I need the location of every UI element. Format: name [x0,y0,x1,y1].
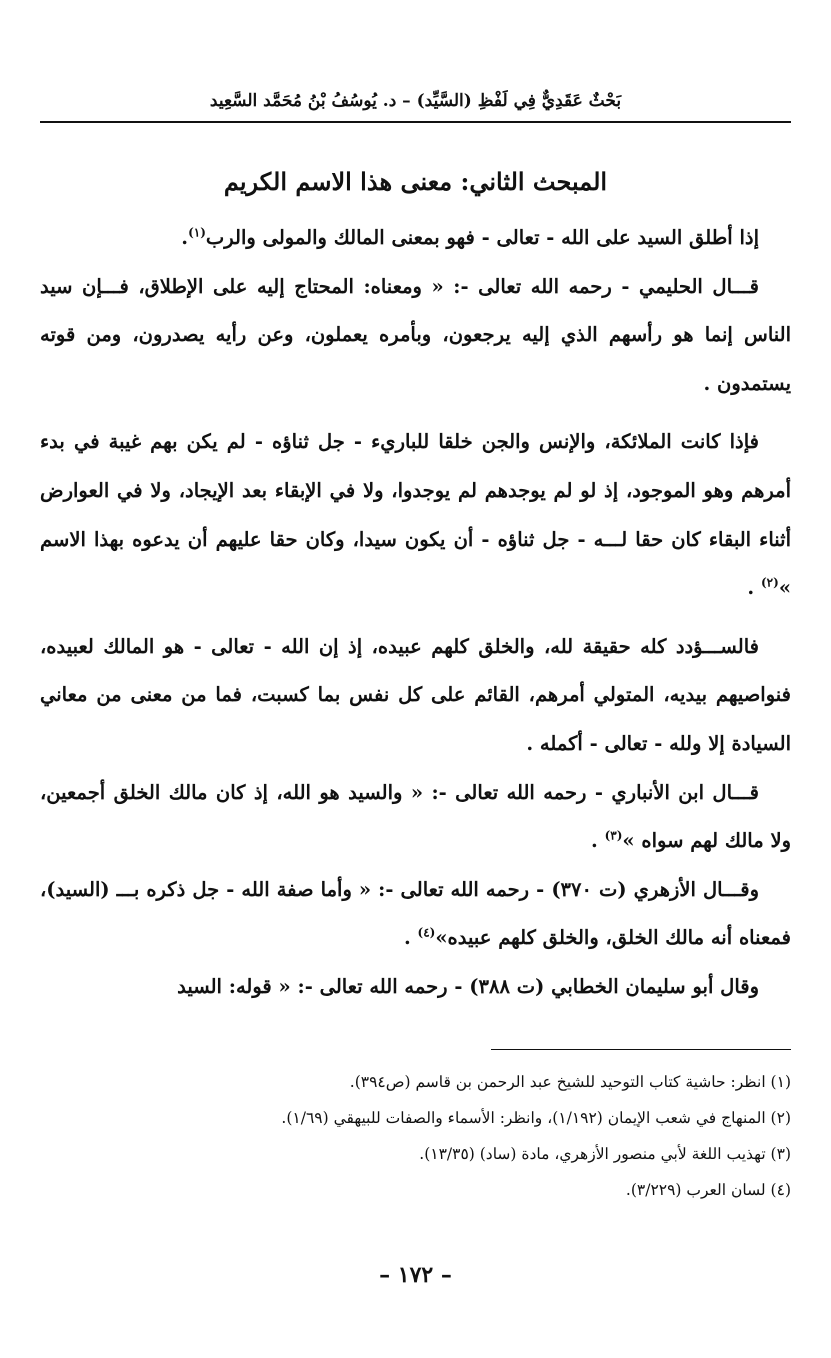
paragraph-4: فالســـؤدد كله حقيقة لله، والخلق كلهم عبيده، إذ إن الله - تعالى - هو المالك لعبيده، فنواصيهم بيديه، المتولي أمرهم، القائم على كل نفس بما كسبت، فما من معنى من معاني السيادة إلا ولله - تعالى - أكمله . [40,634,791,755]
body-text [40,214,791,1012]
footnote-2: (٢) المنهاج في شعب الإيمان (١/١٩٢)، وانظر: الأسماء والصفات للبيهقي (١/٦٩). [281,1109,791,1127]
footnote-ref-4[interactable]: (٤) [417,925,436,940]
paragraph-1: إذا أطلق السيد على الله - تعالى - فهو بمعنى المالك والمولى والرب$^{(١)}$. [181,225,759,249]
paragraph-5: قـــال ابن الأنباري - رحمه الله تعالى -: « والسيد هو الله، إذ كان مالك الخلق أجمعين، ولا مالك لهم سواه »$^{(٣)}$ . [40,780,791,853]
header-rule [40,121,791,123]
paragraph-2: قـــال الحليمي - رحمه الله تعالى -: « ومعناه: المحتاج إليه على الإطلاق، فـــإن سيد الناس إنما هو رأسهم الذي إليه يرجعون، وبأمره يعملون، وعن رأيه يصدرون، ومن قوته يستمدون . [40,274,791,395]
paragraph-3: فإذا كانت الملائكة، والإنس والجن خلقا للباريء - جل ثناؤه - لم يكن بهم غيبة في بدء أمرهم وهو الموجود، إذ لو لم يوجدهم لم يوجدوا، ولا في الإبقاء بعد الإيجاد، ولا في العوارض أثناء البقاء كان حقا لـــه - جل ثناؤه - أن يكون سيدا، وكان حقا عليهم أن يدعوه بهذا الاسم »$^{(٢)}$ . [40,430,791,600]
footnotes [40,1064,791,1208]
footnote-ref-3[interactable]: (٣) [604,828,623,843]
page-number: – ١٧٢ – [379,1262,452,1288]
running-header: بَحْثٌ عَقَدِيٌّ فِي لَفْظِ (السَّيِّد) – د. يُوسُفُ بْنُ مُحَمَّد السَّعِيد [209,91,622,111]
paragraph-7: وقال أبو سليمان الخطابي (ت ٣٨٨) - رحمه الله تعالى -: « قوله: السيد [177,974,759,998]
footnote-4: (٤) لسان العرب (٣/٢٢٩). [625,1181,791,1199]
footnote-separator [491,1049,791,1050]
footnote-3: (٣) تهذيب اللغة لأبي منصور الأزهري، مادة (ساد) (١٣/٣٥). [419,1145,791,1163]
paragraph-6: وقـــال الأزهري (ت ٣٧٠) - رحمه الله تعالى -: « وأما صفة الله - جل ذكره بـــ (السيد)، فمعناه أنه مالك الخلق، والخلق كلهم عبيده»$^{(٤)}$ . [40,877,791,950]
section-title: المبحث الثاني: معنى هذا الاسم الكريم [223,167,608,196]
footnote-ref-2[interactable]: (٢) [760,575,779,590]
footnote-ref-1[interactable]: (١) [188,225,206,240]
footnote-1: (١) انظر: حاشية كتاب التوحيد للشيخ عبد الرحمن بن قاسم (ص٣٩٤). [349,1073,791,1091]
